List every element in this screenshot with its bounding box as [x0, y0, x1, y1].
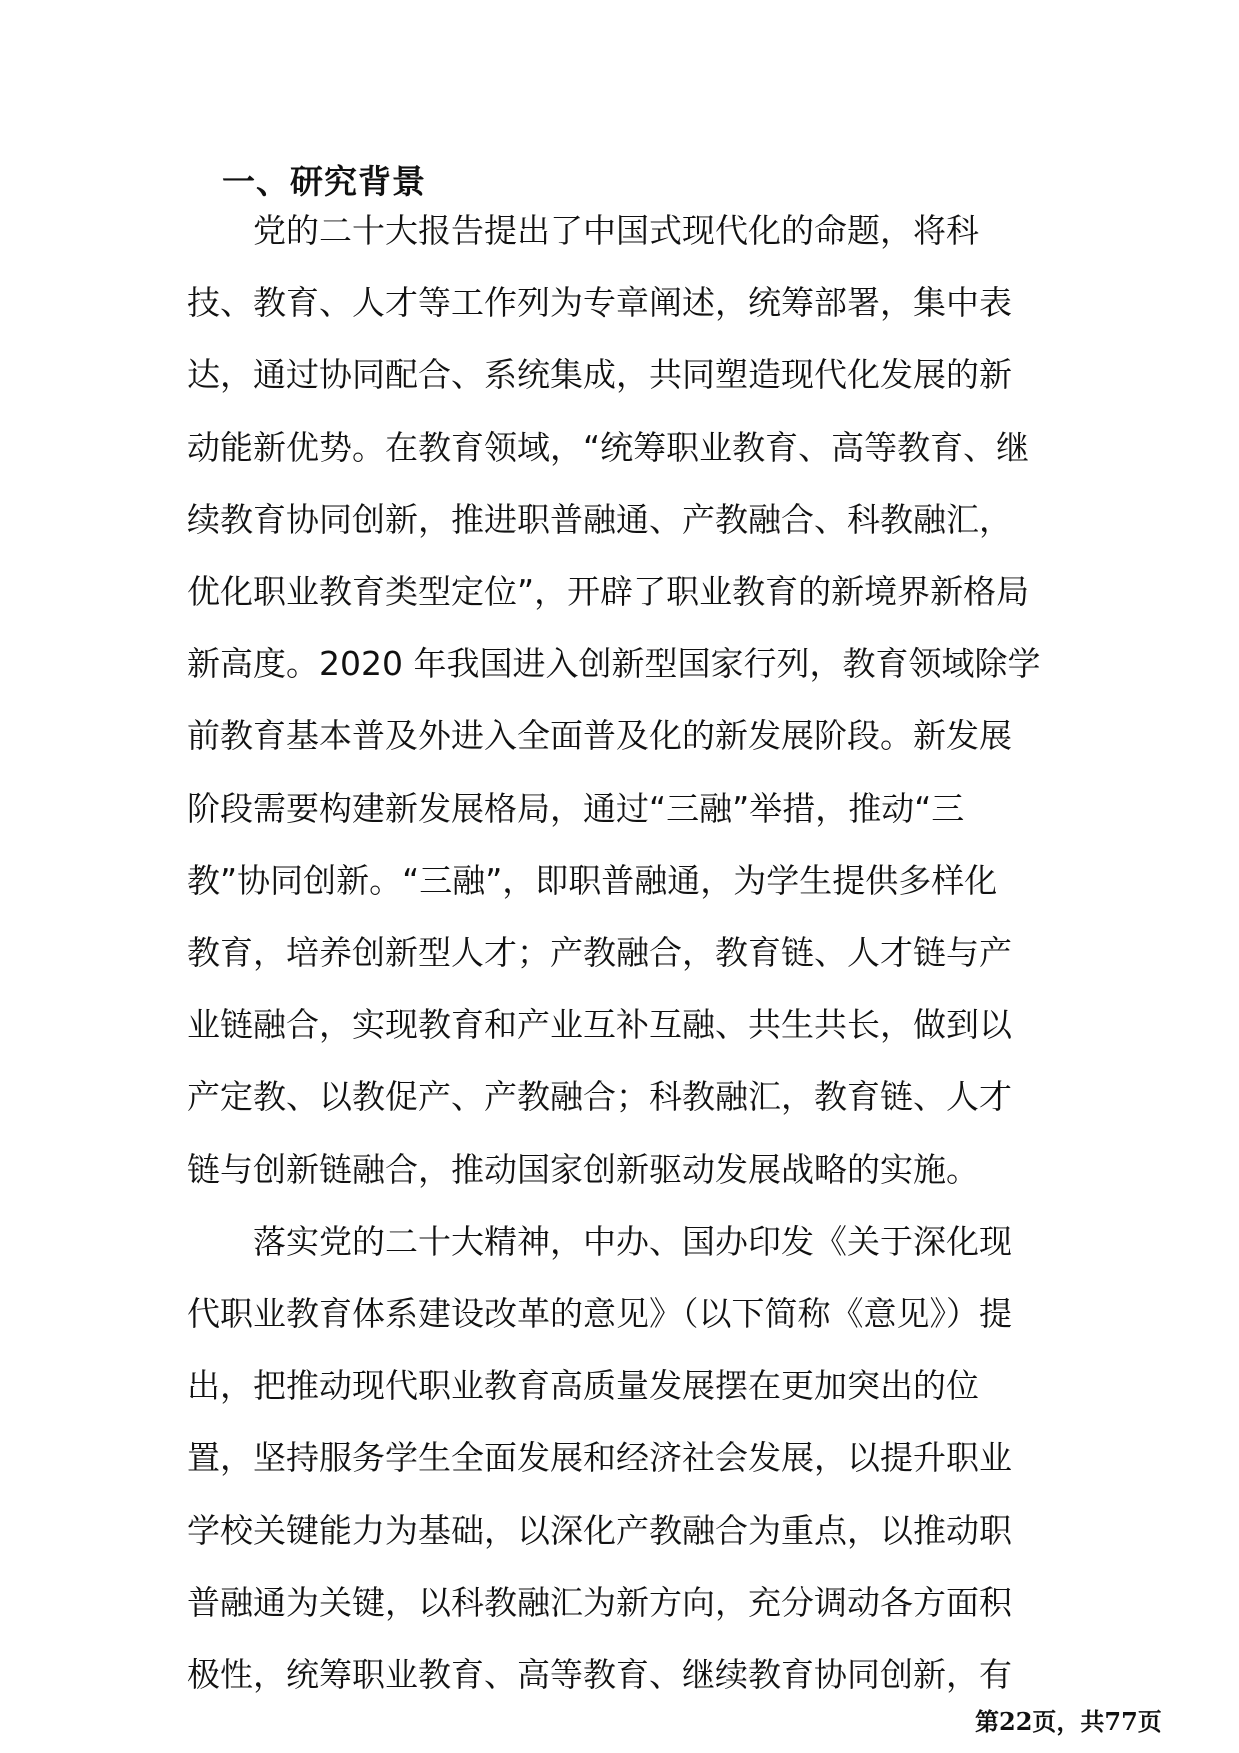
- text-line: 教育，培养创新型人才；产教融合，教育链、人才链与产: [187, 933, 1012, 972]
- section-heading: 一、研究背景: [222, 162, 426, 201]
- text-line: 动能新优势。在教育领域，“统筹职业教育、高等教育、继: [187, 428, 1030, 467]
- text-line: 续教育协同创新，推进职普融通、产教融合、科教融汇，: [187, 500, 1012, 539]
- text-line: 普融通为关键，以科教融汇为新方向，充分调动各方面积: [187, 1583, 1012, 1622]
- text-line: 技、教育、人才等工作列为专章阐述，统筹部署，集中表: [187, 283, 1012, 322]
- text-line: 极性，统筹职业教育、高等教育、继续教育协同创新，有: [187, 1655, 1012, 1694]
- text-line: 前教育基本普及外进入全面普及化的新发展阶段。新发展: [187, 716, 1012, 755]
- text-line: 达，通过协同配合、系统集成，共同塑造现代化发展的新: [187, 355, 1012, 394]
- text-line: 出，把推动现代职业教育高质量发展摆在更加突出的位: [187, 1366, 979, 1405]
- text-line: 学校关键能力为基础，以深化产教融合为重点，以推动职: [187, 1511, 1012, 1550]
- text-line: 链与创新链融合，推动国家创新驱动发展战略的实施。: [187, 1150, 979, 1189]
- text-line: 党的二十大报告提出了中国式现代化的命题，将科: [253, 211, 979, 250]
- text-line: 新高度。2020 年我国进入创新型国家行列，教育领域除学: [187, 644, 1041, 683]
- text-line: 优化职业教育类型定位”，开辟了职业教育的新境界新格局: [187, 572, 1030, 611]
- text-line: 置，坚持服务学生全面发展和经济社会发展，以提升职业: [187, 1438, 1012, 1477]
- text-line: 教”协同创新。“三融”，即职普融通，为学生提供多样化: [187, 861, 998, 900]
- text-line: 落实党的二十大精神，中办、国办印发《关于深化现: [253, 1222, 1012, 1261]
- text-line: 代职业教育体系建设改革的意见》（以下简称《意见》）提: [187, 1294, 1012, 1333]
- page-number: 第22页，共77页: [975, 1707, 1162, 1736]
- text-line: 产定教、以教促产、产教融合；科教融汇，教育链、人才: [187, 1077, 1012, 1116]
- text-line: 阶段需要构建新发展格局，通过“三融”举措，推动“三: [187, 789, 965, 828]
- text-line: 业链融合，实现教育和产业互补互融、共生共长，做到以: [187, 1005, 1012, 1044]
